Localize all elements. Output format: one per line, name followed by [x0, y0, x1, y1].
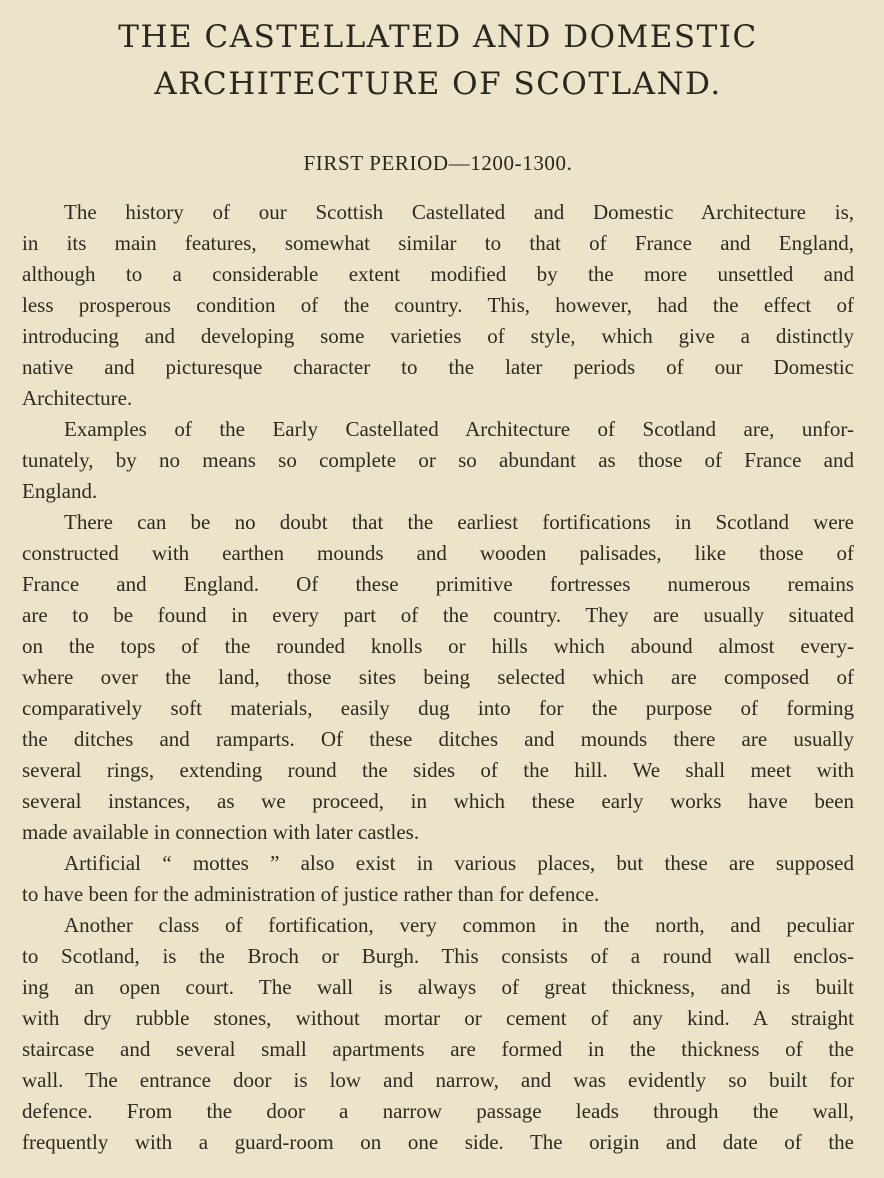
- text-line: on the tops of the rounded knolls or hills which abound almost every-: [22, 634, 854, 658]
- text-line: France and England. Of these primitive fortresses numerous remains: [22, 572, 854, 596]
- text-line: Another class of fortification, very common in the north, and peculiar: [64, 913, 854, 937]
- paragraph: [22, 507, 854, 848]
- text-line: tunately, by no means so complete or so abundant as those of France and: [22, 448, 854, 472]
- page-title: [22, 0, 854, 108]
- text-line: made available in connection with later castles.: [22, 820, 420, 844]
- text-line: are to be found in every part of the country. They are usually situated: [22, 603, 854, 627]
- text-line: wall. The entrance door is low and narrow, and was evidently so built for: [22, 1068, 854, 1092]
- text-line: several instances, as we proceed, in which these early works have been: [22, 789, 854, 813]
- paragraph: [22, 414, 854, 507]
- text-line: There can be no doubt that the earliest fortifications in Scotland were: [64, 510, 854, 534]
- text-line: comparatively soft materials, easily dug into for the purpose of forming: [22, 696, 854, 720]
- text-line: with dry rubble stones, without mortar or cement of any kind. A straight: [22, 1006, 854, 1030]
- text-line: to Scotland, is the Broch or Burgh. This consists of a round wall enclos-: [22, 944, 854, 968]
- paragraph: [22, 197, 854, 414]
- paragraph: [22, 910, 854, 1158]
- paragraph: [22, 848, 854, 910]
- title-line-1: THE CASTELLATED AND DOMESTIC: [118, 19, 758, 55]
- text-line: less prosperous condition of the country. This, however, had the effect of: [22, 293, 854, 317]
- text-line: frequently with a guard-room on one side. The origin and date of the: [22, 1130, 854, 1154]
- text-line: to have been for the administration of justice rather than for defence.: [22, 882, 600, 906]
- body-text: [22, 197, 854, 1158]
- text-line: defence. From the door a narrow passage leads through the wall,: [22, 1099, 854, 1123]
- text-line: the ditches and ramparts. Of these ditches and mounds there are usually: [22, 727, 854, 751]
- text-line: introducing and developing some varieties of style, which give a distinctly: [22, 324, 854, 348]
- text-line: although to a considerable extent modified by the more unsettled and: [22, 262, 854, 286]
- title-line-2: ARCHITECTURE OF SCOTLAND.: [154, 66, 722, 102]
- text-line: The history of our Scottish Castellated and Domestic Architecture is,: [64, 200, 854, 224]
- text-line: constructed with earthen mounds and wooden palisades, like those of: [22, 541, 854, 565]
- text-line: Architecture.: [22, 386, 133, 410]
- text-line: native and picturesque character to the later periods of our Domestic: [22, 355, 854, 379]
- text-line: where over the land, those sites being selected which are composed of: [22, 665, 854, 689]
- text-line: several rings, extending round the sides of the hill. We shall meet with: [22, 758, 854, 782]
- text-line: staircase and several small apartments are formed in the thickness of the: [22, 1037, 854, 1061]
- text-line: in its main features, somewhat similar to that of France and England,: [22, 231, 854, 255]
- text-line: Artificial “ mottes ” also exist in various places, but these are supposed: [64, 851, 854, 875]
- text-line: ing an open court. The wall is always of great thickness, and is built: [22, 975, 854, 999]
- section-heading: FIRST PERIOD—1200-1300.: [303, 151, 573, 175]
- text-line: Examples of the Early Castellated Architecture of Scotland are, unfor-: [64, 417, 854, 441]
- text-line: England.: [22, 479, 98, 503]
